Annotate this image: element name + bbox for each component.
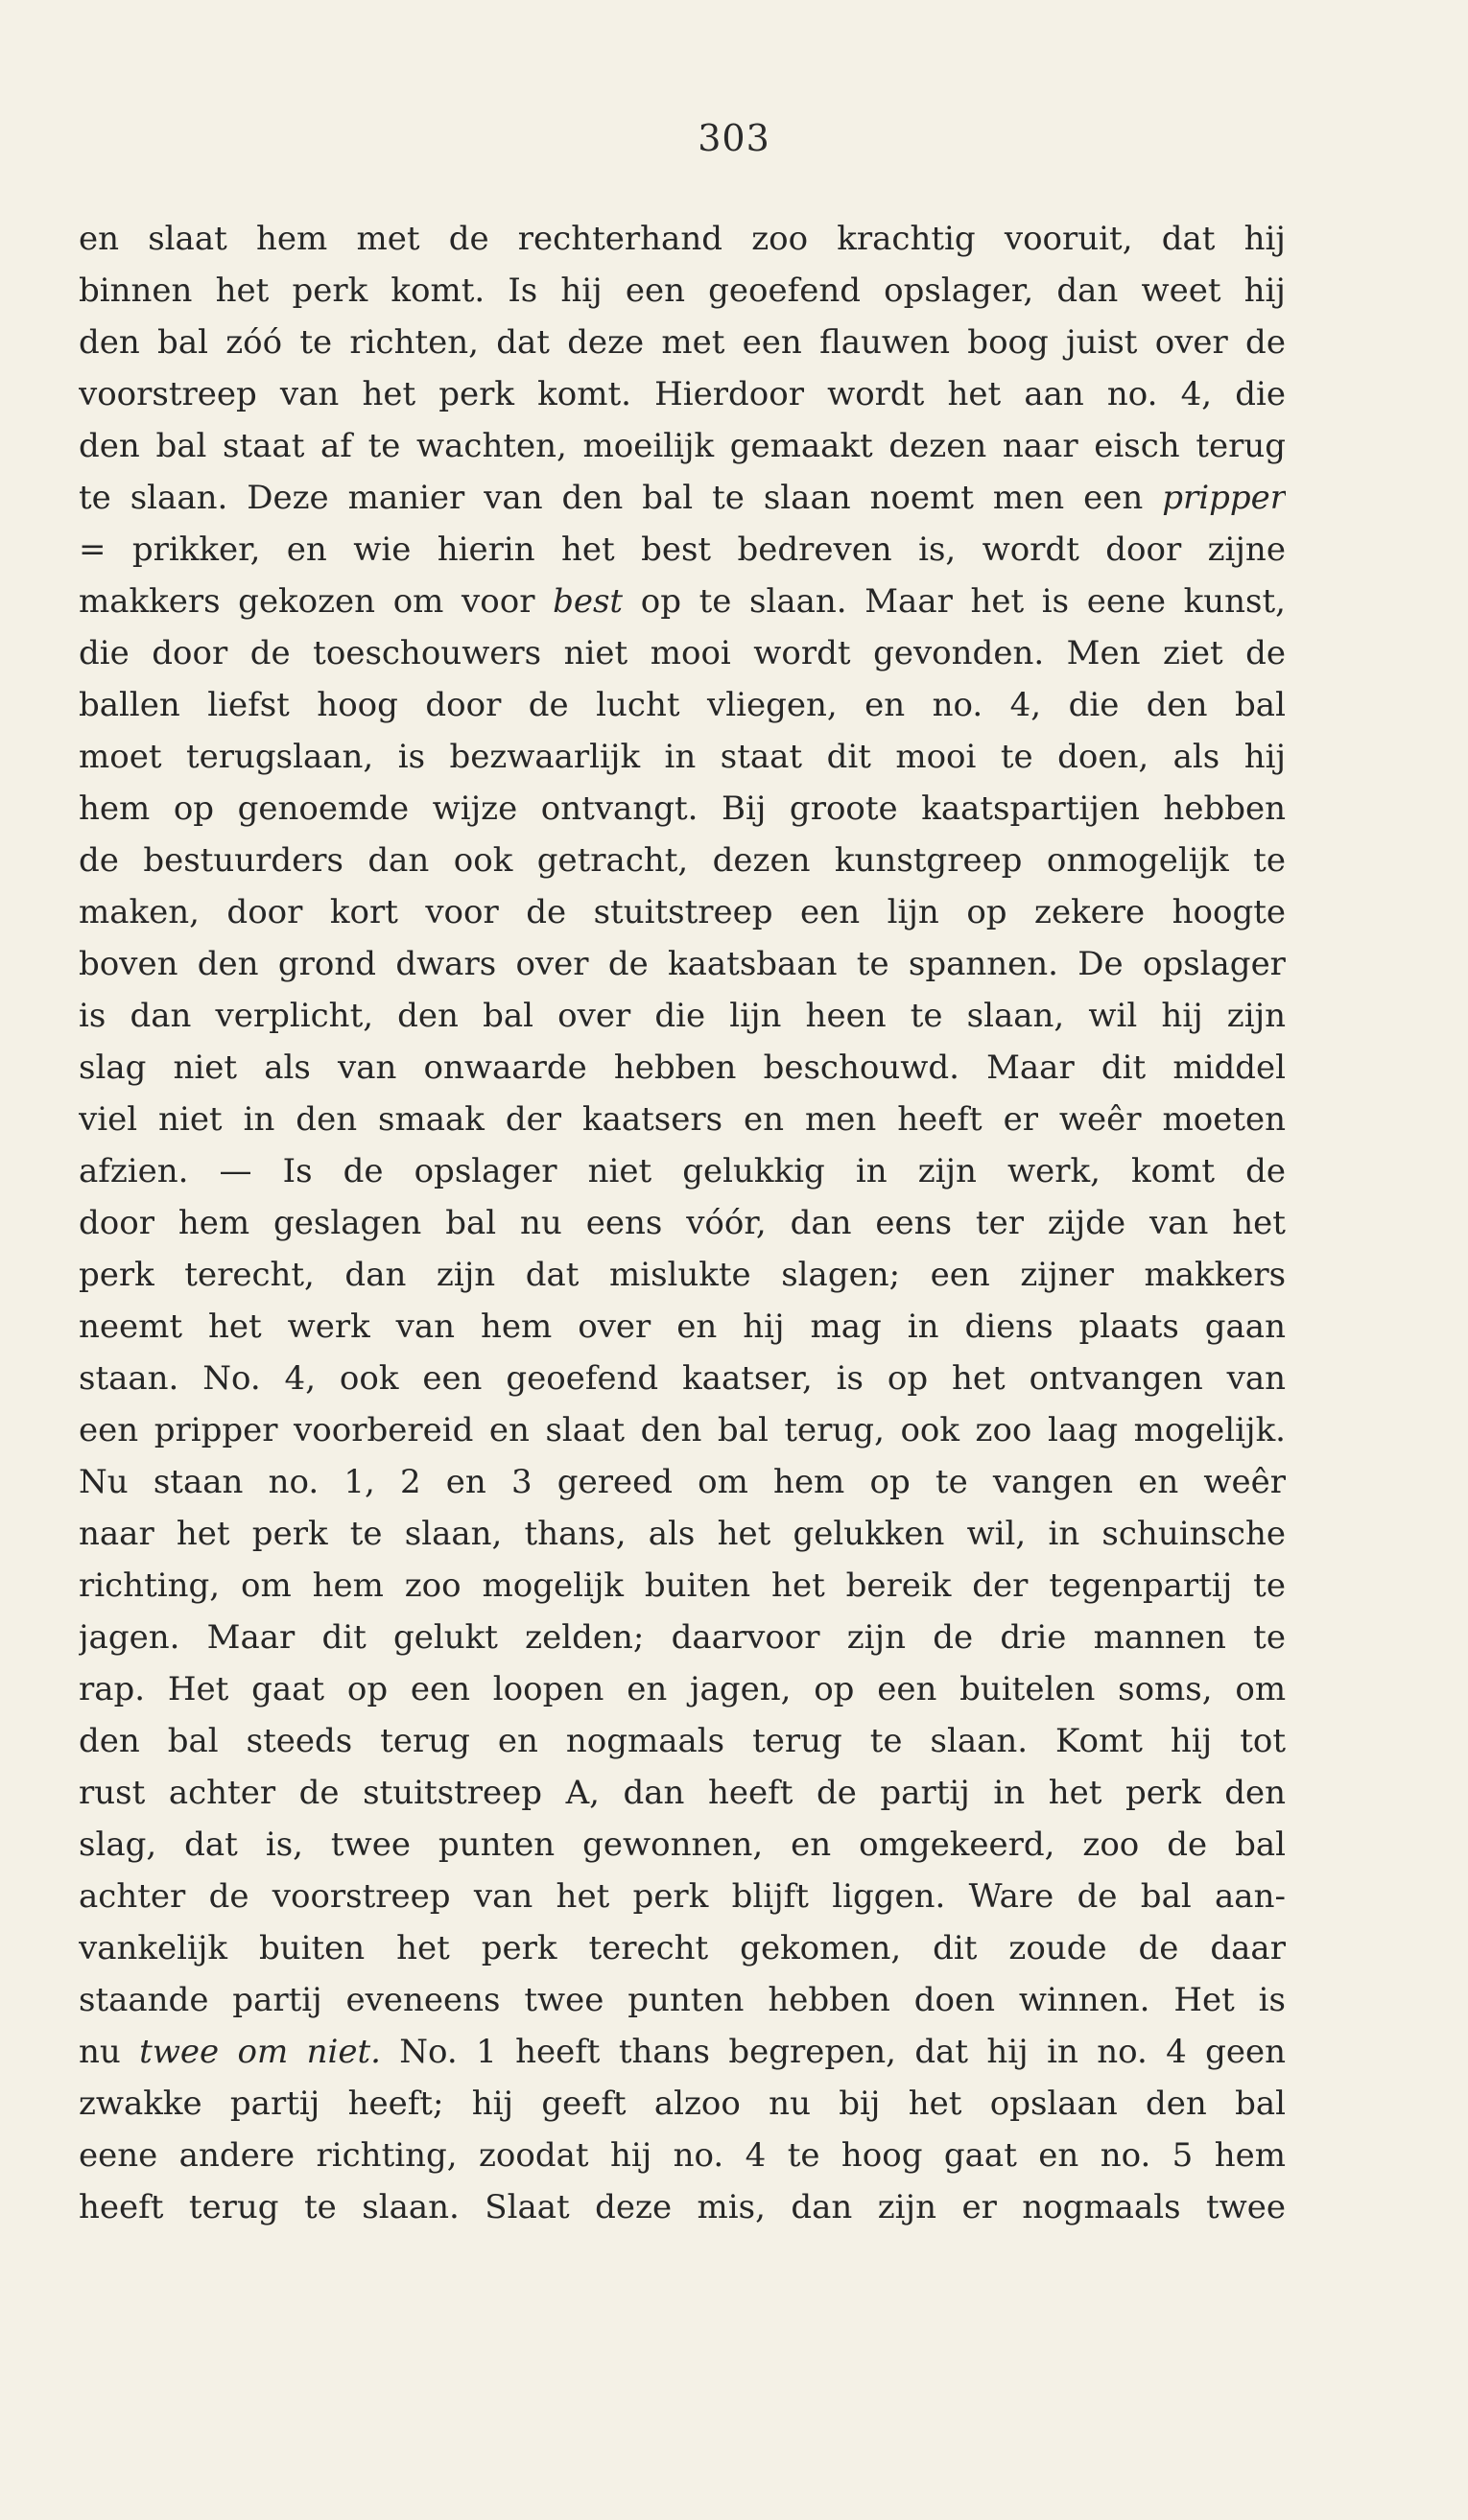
- text-line: [79, 835, 1286, 886]
- text-segment: neemt het werk van hem over en hij mag in diens plaats gaan: [79, 1307, 1286, 1346]
- text-segment: Nu staan no. 1, 2 en 3 gereed om hem op te vangen en weêr: [79, 1463, 1286, 1501]
- text-line: [79, 2181, 1286, 2233]
- text-segment: nu: [79, 2033, 140, 2071]
- text-line: [79, 265, 1286, 317]
- text-line: [79, 524, 1286, 576]
- text-line: [79, 1922, 1286, 1974]
- page-number: 303: [698, 117, 770, 159]
- text-line: [79, 1249, 1286, 1301]
- italic-text: twee om niet.: [139, 2033, 381, 2071]
- italic-text: best: [553, 582, 624, 621]
- italic-text: pripper: [1162, 479, 1286, 517]
- text-line: [79, 1456, 1286, 1508]
- text-segment: boven den grond dwars over de kaatsbaan te spannen. De opslager: [79, 945, 1286, 983]
- text-line: [79, 679, 1286, 731]
- text-line: [79, 1042, 1286, 1094]
- text-segment: achter de voorstreep van het perk blijft liggen. Ware de bal aan-: [79, 1877, 1286, 1916]
- text-line: [79, 886, 1286, 938]
- text-line: [79, 420, 1286, 472]
- text-segment: moet terugslaan, is bezwaarlijk in staat dit mooi te doen, als hij: [79, 738, 1286, 776]
- text-segment: perk terecht, dan zijn dat mislukte slagen; een zijner makkers: [79, 1256, 1286, 1294]
- text-line: [79, 1612, 1286, 1663]
- text-line: [79, 990, 1286, 1042]
- text-line: [79, 317, 1286, 368]
- text-line: [79, 1508, 1286, 1560]
- text-segment: binnen het perk komt. Is hij een geoefend opslager, dan weet hij: [79, 271, 1286, 310]
- text-line: [79, 731, 1286, 783]
- text-line: [79, 472, 1286, 524]
- text-segment: eene andere richting, zoodat hij no. 4 te hoog gaat en no. 5 hem: [79, 2136, 1286, 2175]
- text-line: [79, 1715, 1286, 1767]
- text-segment: viel niet in den smaak der kaatsers en men heeft er weêr moeten: [79, 1100, 1286, 1139]
- text-segment: No. 1 heeft thans begrepen, dat hij in no. 4 geen: [380, 2033, 1286, 2071]
- text-line: [79, 2078, 1286, 2130]
- text-segment: heeft terug te slaan. Slaat deze mis, dan zijn er nogmaals twee: [79, 2188, 1286, 2226]
- text-line: [79, 1819, 1286, 1871]
- text-line: [79, 2026, 1286, 2078]
- text-segment: die door de toeschouwers niet mooi wordt gevonden. Men ziet de: [79, 634, 1286, 672]
- text-segment: = prikker, en wie hierin het best bedreven is, wordt door zijne: [79, 530, 1286, 569]
- text-line: [79, 1560, 1286, 1612]
- text-segment: en slaat hem met de rechterhand zoo krachtig vooruit, dat hij: [79, 220, 1286, 258]
- body-text: [79, 213, 1286, 2233]
- text-line: [79, 1301, 1286, 1353]
- text-segment: voorstreep van het perk komt. Hierdoor wordt het aan no. 4, die: [79, 375, 1286, 413]
- text-line: [79, 368, 1286, 420]
- text-segment: is dan verplicht, den bal over die lijn heen te slaan, wil hij zijn: [79, 997, 1286, 1035]
- text-segment: den bal zóó te richten, dat deze met een flauwen boog juist over de: [79, 323, 1286, 362]
- text-line: [79, 1353, 1286, 1404]
- text-line: [79, 1404, 1286, 1456]
- text-segment: afzien. — Is de opslager niet gelukkig in zijn werk, komt de: [79, 1152, 1286, 1190]
- text-segment: makkers gekozen om voor: [79, 582, 554, 621]
- text-line: [79, 1663, 1286, 1715]
- text-segment: maken, door kort voor de stuitstreep een lijn op zekere hoogte: [79, 893, 1286, 931]
- text-segment: slag niet als van onwaarde hebben beschouwd. Maar dit middel: [79, 1048, 1286, 1087]
- text-segment: slag, dat is, twee punten gewonnen, en omgekeerd, zoo de bal: [79, 1825, 1286, 1864]
- text-line: [79, 1197, 1286, 1249]
- text-segment: de bestuurders dan ook getracht, dezen kunstgreep onmogelijk te: [79, 841, 1286, 880]
- text-segment: een pripper voorbereid en slaat den bal terug, ook zoo laag mogelijk.: [79, 1411, 1286, 1449]
- text-line: [79, 1767, 1286, 1819]
- text-segment: staande partij eveneens twee punten hebben doen winnen. Het is: [79, 1981, 1286, 2019]
- text-segment: hem op genoemde wijze ontvangt. Bij groote kaatspartijen hebben: [79, 789, 1286, 828]
- text-segment: vankelijk buiten het perk terecht gekomen, dit zoude de daar: [79, 1929, 1286, 1967]
- text-line: [79, 938, 1286, 990]
- text-segment: rap. Het gaat op een loopen en jagen, op een buitelen soms, om: [79, 1670, 1286, 1708]
- text-segment: rust achter de stuitstreep A, dan heeft de partij in het perk den: [79, 1774, 1286, 1812]
- text-line: [79, 2130, 1286, 2181]
- text-segment: ballen liefst hoog door de lucht vliegen, en no. 4, die den bal: [79, 686, 1286, 724]
- text-segment: richting, om hem zoo mogelijk buiten het bereik der tegenpartij te: [79, 1566, 1286, 1605]
- text-line: [79, 1871, 1286, 1922]
- text-line: [79, 576, 1286, 627]
- text-line: [79, 1094, 1286, 1145]
- text-line: [79, 1974, 1286, 2026]
- text-line: [79, 213, 1286, 265]
- text-line: [79, 783, 1286, 835]
- text-segment: zwakke partij heeft; hij geeft alzoo nu bij het opslaan den bal: [79, 2084, 1286, 2123]
- text-line: [79, 1145, 1286, 1197]
- text-segment: te slaan. Deze manier van den bal te slaan noemt men een: [79, 479, 1163, 517]
- text-line: [79, 627, 1286, 679]
- text-segment: op te slaan. Maar het is eene kunst,: [623, 582, 1286, 621]
- text-segment: staan. No. 4, ook een geoefend kaatser, is op het ontvangen van: [79, 1359, 1286, 1398]
- text-segment: naar het perk te slaan, thans, als het gelukken wil, in schuinsche: [79, 1515, 1286, 1553]
- text-segment: den bal staat af te wachten, moeilijk gemaakt dezen naar eisch terug: [79, 427, 1286, 465]
- text-segment: den bal steeds terug en nogmaals terug te slaan. Komt hij tot: [79, 1722, 1286, 1760]
- text-segment: door hem geslagen bal nu eens vóór, dan eens ter zijde van het: [79, 1204, 1286, 1242]
- text-segment: jagen. Maar dit gelukt zelden; daarvoor zijn de drie mannen te: [79, 1618, 1286, 1657]
